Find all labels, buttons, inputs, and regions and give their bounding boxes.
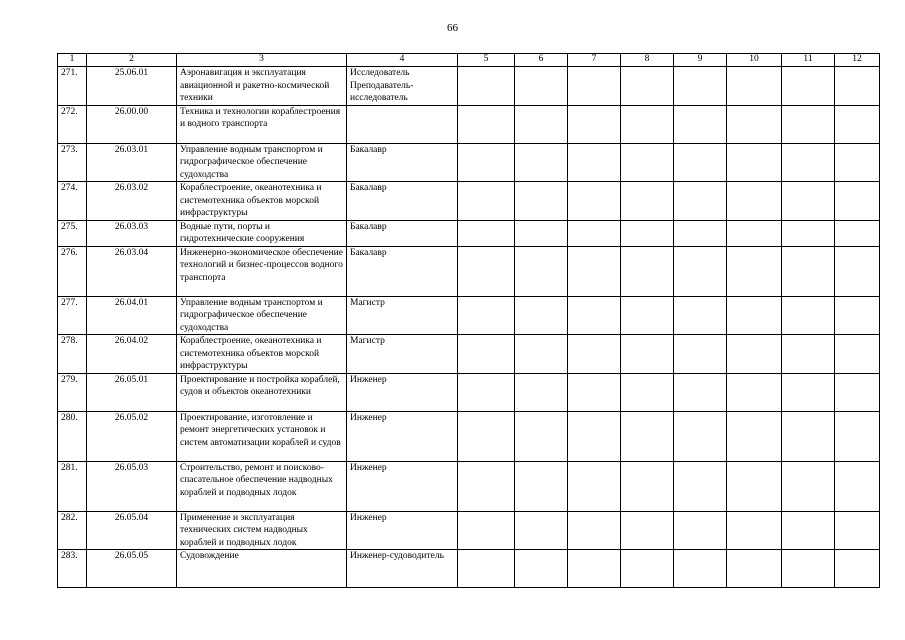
empty-cell-col-8 <box>621 296 674 335</box>
specialty-code-cell: 26.05.01 <box>87 373 177 411</box>
empty-cell-col-8 <box>621 246 674 296</box>
specialty-name-cell: Проектирование и постройка кораблей, судов и объектов океанотехники <box>177 373 347 411</box>
empty-cell-col-6 <box>515 550 568 588</box>
empty-cell-col-11 <box>782 335 835 374</box>
specialty-name-cell: Инженерно-экономическое обеспечение технологий и бизнес-процессов водного транспорта <box>177 246 347 296</box>
column-header: 4 <box>347 54 458 67</box>
empty-cell-col-12 <box>835 246 880 296</box>
empty-cell-col-6 <box>515 335 568 374</box>
empty-cell-col-10 <box>727 550 782 588</box>
qualification-cell: Инженер <box>347 411 458 461</box>
empty-cell-col-9 <box>674 246 727 296</box>
empty-cell-col-7 <box>568 296 621 335</box>
specialty-code-cell: 26.04.01 <box>87 296 177 335</box>
empty-cell-col-6 <box>515 461 568 511</box>
column-header: 5 <box>458 54 515 67</box>
specialty-code-cell: 26.04.02 <box>87 335 177 374</box>
empty-cell-col-9 <box>674 67 727 106</box>
empty-cell-col-8 <box>621 182 674 221</box>
empty-cell-col-8 <box>621 143 674 182</box>
empty-cell-col-12 <box>835 373 880 411</box>
table-body <box>58 67 880 588</box>
row-number-cell: 280. <box>58 411 87 461</box>
empty-cell-col-6 <box>515 246 568 296</box>
empty-cell-col-8 <box>621 511 674 550</box>
empty-cell-col-12 <box>835 143 880 182</box>
row-number-cell: 282. <box>58 511 87 550</box>
empty-cell-col-11 <box>782 550 835 588</box>
qualification-cell: Инженер-судоводитель <box>347 550 458 588</box>
empty-cell-col-9 <box>674 335 727 374</box>
empty-cell-col-7 <box>568 411 621 461</box>
empty-cell-col-12 <box>835 411 880 461</box>
empty-cell-col-12 <box>835 511 880 550</box>
empty-cell-col-6 <box>515 296 568 335</box>
empty-cell-col-8 <box>621 461 674 511</box>
empty-cell-col-11 <box>782 373 835 411</box>
column-header: 11 <box>782 54 835 67</box>
empty-cell-col-5 <box>458 105 515 143</box>
empty-cell-col-9 <box>674 143 727 182</box>
table-row <box>58 182 880 221</box>
specialty-code-cell: 26.00.00 <box>87 105 177 143</box>
empty-cell-col-11 <box>782 511 835 550</box>
empty-cell-col-9 <box>674 373 727 411</box>
table-row <box>58 220 880 246</box>
empty-cell-col-8 <box>621 550 674 588</box>
empty-cell-col-8 <box>621 411 674 461</box>
empty-cell-col-7 <box>568 550 621 588</box>
qualification-cell: Инженер <box>347 373 458 411</box>
row-number-cell: 277. <box>58 296 87 335</box>
empty-cell-col-12 <box>835 550 880 588</box>
row-number-cell: 283. <box>58 550 87 588</box>
table-row <box>58 143 880 182</box>
empty-cell-col-7 <box>568 105 621 143</box>
empty-cell-col-8 <box>621 220 674 246</box>
page-number: 66 <box>447 22 458 34</box>
qualification-cell: Бакалавр <box>347 143 458 182</box>
empty-cell-col-5 <box>458 246 515 296</box>
empty-cell-col-6 <box>515 373 568 411</box>
empty-cell-col-8 <box>621 373 674 411</box>
empty-cell-col-6 <box>515 182 568 221</box>
empty-cell-col-6 <box>515 143 568 182</box>
empty-cell-col-7 <box>568 335 621 374</box>
row-number-cell: 276. <box>58 246 87 296</box>
empty-cell-col-10 <box>727 67 782 106</box>
empty-cell-col-9 <box>674 296 727 335</box>
empty-cell-col-12 <box>835 461 880 511</box>
specialty-name-cell: Управление водным транспортом и гидрографическое обеспечение судоходства <box>177 296 347 335</box>
specialty-name-cell: Судовождение <box>177 550 347 588</box>
empty-cell-col-9 <box>674 220 727 246</box>
empty-cell-col-11 <box>782 461 835 511</box>
empty-cell-col-8 <box>621 67 674 106</box>
empty-cell-col-5 <box>458 461 515 511</box>
specialty-code-cell: 25.06.01 <box>87 67 177 106</box>
specialty-code-cell: 26.05.05 <box>87 550 177 588</box>
empty-cell-col-7 <box>568 143 621 182</box>
specialty-name-cell: Проектирование, изготовление и ремонт энергетических установок и систем автоматизации кораблей и судов <box>177 411 347 461</box>
specialty-name-cell: Водные пути, порты и гидротехнические сооружения <box>177 220 347 246</box>
empty-cell-col-7 <box>568 373 621 411</box>
specialty-name-cell: Строительство, ремонт и поисково-спасательное обеспечение надводных кораблей и подводных лодок <box>177 461 347 511</box>
empty-cell-col-10 <box>727 182 782 221</box>
empty-cell-col-9 <box>674 461 727 511</box>
qualification-cell: Магистр <box>347 296 458 335</box>
empty-cell-col-9 <box>674 511 727 550</box>
specialty-code-cell: 26.05.02 <box>87 411 177 461</box>
empty-cell-col-11 <box>782 246 835 296</box>
empty-cell-col-11 <box>782 182 835 221</box>
qualification-cell: Исследователь Преподаватель-исследователь <box>347 67 458 106</box>
empty-cell-col-11 <box>782 411 835 461</box>
specialties-table <box>57 53 880 588</box>
empty-cell-col-7 <box>568 182 621 221</box>
empty-cell-col-10 <box>727 511 782 550</box>
qualification-cell <box>347 105 458 143</box>
empty-cell-col-7 <box>568 67 621 106</box>
empty-cell-col-6 <box>515 220 568 246</box>
empty-cell-col-11 <box>782 67 835 106</box>
empty-cell-col-5 <box>458 511 515 550</box>
specialty-code-cell: 26.05.03 <box>87 461 177 511</box>
specialty-name-cell: Техника и технологии кораблестроения и водного транспорта <box>177 105 347 143</box>
empty-cell-col-5 <box>458 67 515 106</box>
empty-cell-col-8 <box>621 335 674 374</box>
qualification-cell: Бакалавр <box>347 182 458 221</box>
empty-cell-col-5 <box>458 182 515 221</box>
empty-cell-col-12 <box>835 67 880 106</box>
table-row <box>58 335 880 374</box>
empty-cell-col-10 <box>727 373 782 411</box>
qualification-cell: Инженер <box>347 511 458 550</box>
table-row <box>58 105 880 143</box>
row-number-cell: 273. <box>58 143 87 182</box>
row-number-cell: 278. <box>58 335 87 374</box>
row-number-cell: 271. <box>58 67 87 106</box>
specialty-code-cell: 26.03.01 <box>87 143 177 182</box>
specialty-name-cell: Кораблестроение, океанотехника и системотехника объектов морской инфраструктуры <box>177 335 347 374</box>
qualification-cell: Бакалавр <box>347 246 458 296</box>
qualification-cell: Бакалавр <box>347 220 458 246</box>
empty-cell-col-7 <box>568 461 621 511</box>
empty-cell-col-6 <box>515 105 568 143</box>
table-row <box>58 296 880 335</box>
empty-cell-col-12 <box>835 105 880 143</box>
empty-cell-col-9 <box>674 411 727 461</box>
specialty-name-cell: Аэронавигация и эксплуатация авиационной и ракетно-космической техники <box>177 67 347 106</box>
empty-cell-col-11 <box>782 105 835 143</box>
empty-cell-col-12 <box>835 182 880 221</box>
empty-cell-col-8 <box>621 105 674 143</box>
empty-cell-col-10 <box>727 411 782 461</box>
empty-cell-col-10 <box>727 461 782 511</box>
column-header: 3 <box>177 54 347 67</box>
qualification-cell: Магистр <box>347 335 458 374</box>
empty-cell-col-5 <box>458 335 515 374</box>
empty-cell-col-5 <box>458 411 515 461</box>
specialty-code-cell: 26.03.04 <box>87 246 177 296</box>
empty-cell-col-7 <box>568 511 621 550</box>
specialty-code-cell: 26.05.04 <box>87 511 177 550</box>
column-header: 6 <box>515 54 568 67</box>
table-row <box>58 373 880 411</box>
qualification-cell: Инженер <box>347 461 458 511</box>
header-row <box>58 54 880 67</box>
row-number-cell: 281. <box>58 461 87 511</box>
empty-cell-col-7 <box>568 246 621 296</box>
empty-cell-col-5 <box>458 373 515 411</box>
specialty-name-cell: Управление водным транспортом и гидрографическое обеспечение судоходства <box>177 143 347 182</box>
empty-cell-col-10 <box>727 143 782 182</box>
table-row <box>58 461 880 511</box>
column-header: 12 <box>835 54 880 67</box>
empty-cell-col-10 <box>727 296 782 335</box>
empty-cell-col-10 <box>727 246 782 296</box>
specialty-code-cell: 26.03.03 <box>87 220 177 246</box>
table-row <box>58 550 880 588</box>
table-row <box>58 67 880 106</box>
empty-cell-col-5 <box>458 550 515 588</box>
table-row <box>58 411 880 461</box>
empty-cell-col-6 <box>515 67 568 106</box>
empty-cell-col-5 <box>458 296 515 335</box>
empty-cell-col-9 <box>674 105 727 143</box>
empty-cell-col-12 <box>835 220 880 246</box>
empty-cell-col-6 <box>515 511 568 550</box>
column-header: 10 <box>727 54 782 67</box>
empty-cell-col-10 <box>727 335 782 374</box>
row-number-cell: 275. <box>58 220 87 246</box>
column-header: 2 <box>87 54 177 67</box>
empty-cell-col-7 <box>568 220 621 246</box>
row-number-cell: 272. <box>58 105 87 143</box>
table-row <box>58 246 880 296</box>
empty-cell-col-11 <box>782 143 835 182</box>
empty-cell-col-5 <box>458 220 515 246</box>
row-number-cell: 279. <box>58 373 87 411</box>
specialty-code-cell: 26.03.02 <box>87 182 177 221</box>
empty-cell-col-11 <box>782 220 835 246</box>
empty-cell-col-10 <box>727 220 782 246</box>
column-header: 8 <box>621 54 674 67</box>
empty-cell-col-11 <box>782 296 835 335</box>
empty-cell-col-6 <box>515 411 568 461</box>
empty-cell-col-9 <box>674 182 727 221</box>
column-header: 7 <box>568 54 621 67</box>
empty-cell-col-12 <box>835 335 880 374</box>
empty-cell-col-10 <box>727 105 782 143</box>
specialty-name-cell: Кораблестроение, океанотехника и системотехника объектов морской инфраструктуры <box>177 182 347 221</box>
empty-cell-col-9 <box>674 550 727 588</box>
empty-cell-col-12 <box>835 296 880 335</box>
column-header: 1 <box>58 54 87 67</box>
empty-cell-col-5 <box>458 143 515 182</box>
specialty-name-cell: Применение и эксплуатация технических систем надводных кораблей и подводных лодок <box>177 511 347 550</box>
table-row <box>58 511 880 550</box>
row-number-cell: 274. <box>58 182 87 221</box>
column-header: 9 <box>674 54 727 67</box>
